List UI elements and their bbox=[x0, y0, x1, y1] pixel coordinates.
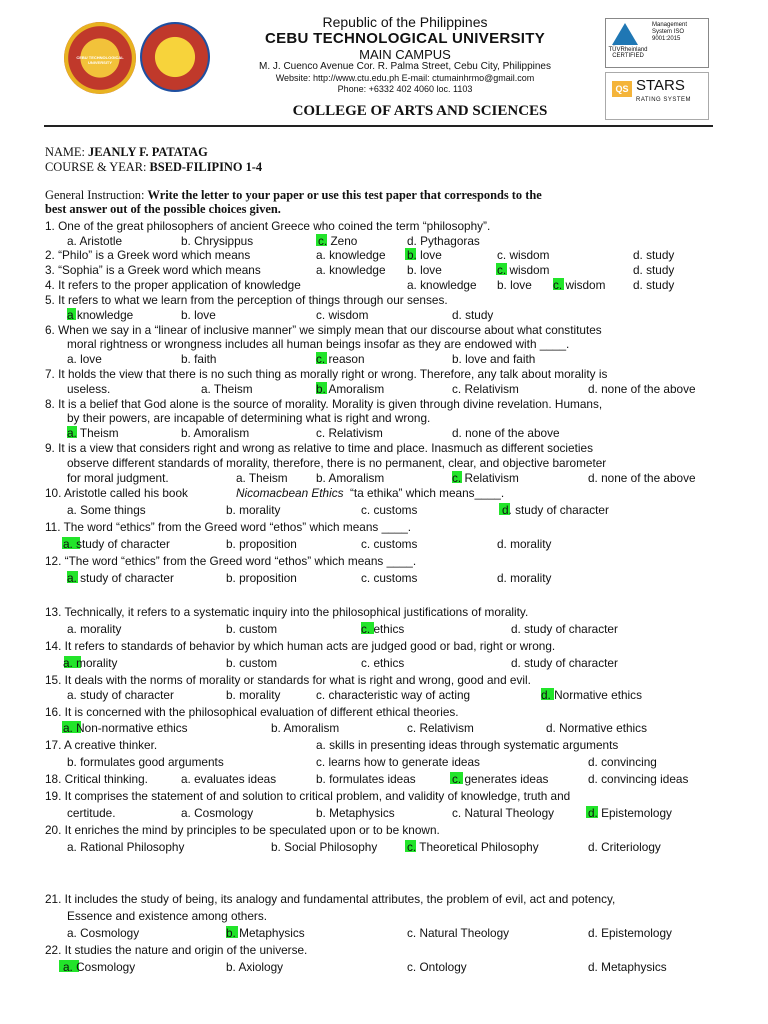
question-text: moral rightness or wrongness includes all human beings insofar as they are endowed with ____. bbox=[67, 337, 570, 351]
question-text: d. none of the above bbox=[588, 471, 696, 485]
stars-title: STARS bbox=[636, 77, 685, 94]
question-text: a. skills in presenting ideas through systematic arguments bbox=[316, 738, 619, 752]
question-text: a. Non-normative ethics bbox=[63, 721, 188, 735]
question-text: a. Theism bbox=[236, 471, 288, 485]
question-text: d. none of the above bbox=[452, 426, 560, 440]
question-text: c. generates ideas bbox=[452, 772, 549, 786]
instruction-label: General Instruction: bbox=[45, 188, 145, 202]
question-text: d. Normative ethics bbox=[541, 688, 642, 702]
question-text: c. Relativism bbox=[452, 382, 519, 396]
question-text: c. Relativism bbox=[407, 721, 474, 735]
question-text: c. customs bbox=[361, 537, 418, 551]
university-name: CEBU TECHNOLOGICAL UNIVERSITY bbox=[264, 30, 546, 47]
question-text: d. study bbox=[633, 248, 675, 262]
question-text: a. Some things bbox=[67, 503, 146, 517]
question-text: b. morality bbox=[226, 503, 281, 517]
question-text: 2. “Philo” is a Greek word which means bbox=[45, 248, 251, 262]
question-text: a knowledge bbox=[67, 308, 134, 322]
instruction-line-1 bbox=[45, 188, 542, 202]
question-text: d. convincing bbox=[588, 755, 657, 769]
university-seal-icon bbox=[64, 22, 136, 94]
question-text: 15. It deals with the norms of morality or standards for what is right and wrong, good and evil. bbox=[45, 673, 531, 687]
question-text: a. Theism bbox=[67, 426, 119, 440]
iso-cert-badge bbox=[605, 18, 709, 68]
instruction-text-1: Write the letter to your paper or use this test paper that corresponds to the bbox=[147, 188, 542, 202]
question-text: b. proposition bbox=[226, 537, 297, 551]
qs-logo-icon: QS bbox=[612, 81, 632, 97]
question-text: b. custom bbox=[226, 656, 278, 670]
question-text: b. formulates ideas bbox=[316, 772, 416, 786]
question-text: c. wisdom bbox=[553, 278, 606, 292]
question-text: b. Metaphysics bbox=[316, 806, 395, 820]
question-text: 20. It enriches the mind by principles to be speculated upon or to be known. bbox=[45, 823, 440, 837]
question-text: b. faith bbox=[181, 352, 217, 366]
instruction-line-2: best answer out of the possible choices given. bbox=[45, 202, 281, 216]
question-text: a. love bbox=[67, 352, 102, 366]
republic-line: Republic of the Philippines bbox=[322, 14, 488, 30]
header-divider bbox=[44, 125, 713, 127]
question-text: b. custom bbox=[226, 622, 278, 636]
question-text: useless. bbox=[67, 382, 111, 396]
question-text: 9. It is a view that considers right and wrong as relative to time and place. Inasmuch as different societies bbox=[45, 441, 593, 455]
question-text: 4. It refers to the proper application of knowledge bbox=[45, 278, 301, 292]
question-text: a. study of character bbox=[67, 688, 174, 702]
question-text: 5. It refers to what we learn from the perception of things through our senses. bbox=[45, 293, 448, 307]
question-text: b. love bbox=[181, 308, 216, 322]
question-text: c. ethics bbox=[361, 656, 405, 670]
question-text: observe different standards of morality, therefore, there is no permanent, clear, and objective barometer bbox=[67, 456, 607, 470]
question-text: b. morality bbox=[226, 688, 281, 702]
question-text: 18. Critical thinking. bbox=[45, 772, 148, 786]
question-text: b. Amoralism bbox=[316, 382, 385, 396]
question-text: a. knowledge bbox=[407, 278, 477, 292]
question-text: 17. A creative thinker. bbox=[45, 738, 158, 752]
question-text: b. Social Philosophy bbox=[271, 840, 378, 854]
question-text: 1. One of the great philosophers of ancient Greece who coined the term “philosophy”. bbox=[45, 219, 491, 233]
question-text: a. Cosmology bbox=[67, 926, 140, 940]
question-text: a. study of character bbox=[67, 571, 174, 585]
qs-stars-badge bbox=[605, 72, 709, 120]
question-text: 10. Aristotle called his book bbox=[45, 486, 188, 500]
question-text: d. convincing ideas bbox=[588, 772, 689, 786]
question-text: b. Chrysippus bbox=[181, 234, 254, 248]
question-text: d. study of character bbox=[511, 622, 618, 636]
student-name-row bbox=[45, 145, 208, 159]
question-text: certitude. bbox=[67, 806, 116, 820]
stars-subtitle: RATING SYSTEM bbox=[636, 97, 692, 103]
question-text: c. Ontology bbox=[407, 960, 467, 974]
seal-text: CEBU TECHNOLOGICAL UNIVERSITY bbox=[76, 55, 124, 65]
phone-line: Phone: +6332 402 4060 loc. 1103 bbox=[337, 84, 473, 94]
question-text: d. Normative ethics bbox=[546, 721, 647, 735]
question-text: 3. “Sophia” is a Greek word which means bbox=[45, 263, 261, 277]
question-text: b. love bbox=[497, 278, 532, 292]
question-text: b. love bbox=[407, 263, 442, 277]
question-text: c. customs bbox=[361, 571, 418, 585]
question-text: d. morality bbox=[497, 537, 552, 551]
question-text: b. Amoralism bbox=[316, 471, 385, 485]
question-text: b. formulates good arguments bbox=[67, 755, 224, 769]
question-text: c. reason bbox=[316, 352, 365, 366]
question-text: d. Metaphysics bbox=[588, 960, 667, 974]
question-text: b. Amoralism bbox=[271, 721, 340, 735]
question-text: by their powers, are incapable of determining what is right and wrong. bbox=[67, 411, 431, 425]
question-text: d. study bbox=[452, 308, 494, 322]
question-text: 19. It comprises the statement of and solution to critical problem, and validity of knowledge, truth and bbox=[45, 789, 571, 803]
question-text: c. Theoretical Philosophy bbox=[407, 840, 539, 854]
course-label: COURSE & YEAR: bbox=[45, 160, 147, 174]
question-text: c. customs bbox=[361, 503, 418, 517]
question-text: d. study of character bbox=[502, 503, 609, 517]
student-name: JEANLY F. PATATAG bbox=[88, 145, 208, 159]
question-text: a. knowledge bbox=[316, 263, 386, 277]
question-text: c. Zeno bbox=[318, 234, 358, 248]
question-text: d. none of the above bbox=[588, 382, 696, 396]
question-text: c. Relativism bbox=[452, 471, 519, 485]
college-title: COLLEGE OF ARTS AND SCIENCES bbox=[292, 103, 548, 119]
question-text: d. study bbox=[633, 263, 675, 277]
question-text: b. Amoralism bbox=[181, 426, 250, 440]
question-text: d. study bbox=[633, 278, 675, 292]
course-row bbox=[45, 160, 262, 174]
question-text: 21. It includes the study of being, its analogy and fundamental attributes, the problem of evil, act and potency, bbox=[45, 892, 616, 906]
question-text: 13. Technically, it refers to a systematic inquiry into the philosophical justifications of morality. bbox=[45, 605, 529, 619]
question-text: b. proposition bbox=[226, 571, 297, 585]
question-text: b. Metaphysics bbox=[226, 926, 305, 940]
question-text: d. Epistemology bbox=[588, 926, 672, 940]
contact-line: Website: http://www.ctu.edu.ph E-mail: ctumainhrmo@gmail.com bbox=[275, 73, 535, 83]
question-text: d. morality bbox=[497, 571, 552, 585]
cert-body: TÜVRheinland CERTIFIED bbox=[608, 47, 648, 59]
question-text: d. study of character bbox=[511, 656, 618, 670]
question-text: 22. It studies the nature and origin of the universe. bbox=[45, 943, 308, 957]
question-text: c. wisdom bbox=[497, 263, 550, 277]
question-text: a. morality bbox=[67, 622, 122, 636]
question-text: Essence and existence among others. bbox=[67, 909, 268, 923]
question-text: a. Theism bbox=[201, 382, 253, 396]
question-text: a. evaluates ideas bbox=[181, 772, 277, 786]
question-text: a. Cosmology bbox=[181, 806, 254, 820]
question-text: c. wisdom bbox=[316, 308, 369, 322]
question-text: a. Aristotle bbox=[67, 234, 123, 248]
campus-name: MAIN CAMPUS bbox=[359, 47, 451, 62]
question-text: for moral judgment. bbox=[67, 471, 169, 485]
letterhead bbox=[0, 0, 768, 130]
tuv-triangle-icon bbox=[612, 23, 638, 45]
question-text: c. characteristic way of acting bbox=[316, 688, 471, 702]
question-text: c. Natural Theology bbox=[407, 926, 510, 940]
question-text: 12. “The word “ethics” from the Greed word “ethos” which means ____. bbox=[45, 554, 417, 568]
asean-logo-icon bbox=[140, 22, 210, 92]
question-text: c. Relativism bbox=[316, 426, 383, 440]
question-text: “ta ethika” which means____. bbox=[350, 486, 505, 500]
question-text: a. study of character bbox=[63, 537, 170, 551]
question-text: 14. It refers to standards of behavior by which human acts are judged good or bad, right or wrong. bbox=[45, 639, 556, 653]
question-text: c. ethics bbox=[361, 622, 405, 636]
question-text: a. Cosmology bbox=[63, 960, 136, 974]
question-text: d. Pythagoras bbox=[407, 234, 480, 248]
question-text: a. Rational Philosophy bbox=[67, 840, 185, 854]
question-text: c. wisdom bbox=[497, 248, 550, 262]
cert-system: Management System ISO 9001:2015 bbox=[652, 22, 688, 42]
question-text: b. love bbox=[407, 248, 442, 262]
question-text: d. Criteriology bbox=[588, 840, 661, 854]
question-text: 7. It holds the view that there is no such thing as morally right or wrong. Therefore, any talk about morality is bbox=[45, 367, 608, 381]
question-text: a. knowledge bbox=[316, 248, 386, 262]
address-line: M. J. Cuenco Avenue Cor. R. Palma Street, Cebu City, Philippines bbox=[259, 61, 551, 72]
question-text: b. Axiology bbox=[226, 960, 284, 974]
question-text: a. morality bbox=[63, 656, 118, 670]
question-text: Nicomacbean Ethics bbox=[236, 486, 344, 500]
question-text: b. love and faith bbox=[452, 352, 536, 366]
question-text: c. learns how to generate ideas bbox=[316, 755, 480, 769]
question-text: c. Natural Theology bbox=[452, 806, 555, 820]
question-text: 16. It is concerned with the philosophical evaluation of different ethical theories. bbox=[45, 705, 459, 719]
question-text: d. Epistemology bbox=[588, 806, 672, 820]
course-year: BSED-FILIPINO 1-4 bbox=[149, 160, 263, 174]
question-text: 6. When we say in a “linear of inclusive manner” we simply mean that our discourse about what constitutes bbox=[45, 323, 602, 337]
question-text: 11. The word “ethics” from the Greed word “ethos” which means ____. bbox=[45, 520, 412, 534]
name-label: NAME: bbox=[45, 145, 85, 159]
question-text: 8. It is a belief that God alone is the source of morality. Morality is given through divine revelation. Humans, bbox=[45, 397, 603, 411]
